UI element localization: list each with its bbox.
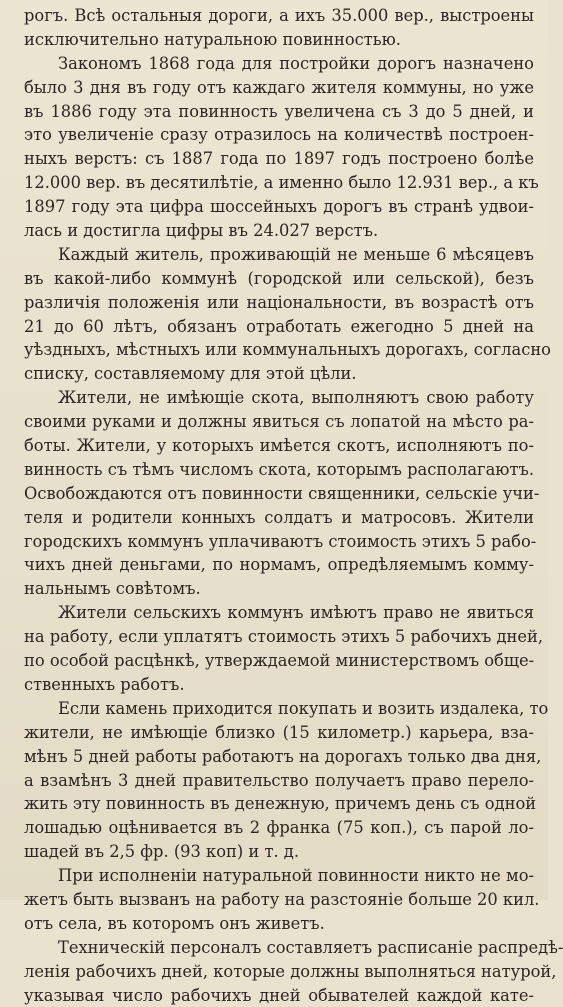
text-line: Техническій персоналъ составляетъ расписаніе распредѣ- (58, 937, 563, 957)
text-line: уѣздныхъ, мѣстныхъ или коммунальныхъ дорогахъ, согласно (24, 340, 551, 360)
text-line: 1897 году эта цифра шоссейныхъ дорогъ въ странѣ удвои- (24, 197, 534, 217)
paragraph (24, 243, 551, 386)
text-line: въ 1886 году эта повинность увеличена съ 3 до 5 дней, и (24, 101, 534, 121)
text-line: лошадью оцѣнивается въ 2 франка (75 коп.), съ парой ло- (24, 818, 534, 838)
text-line: Освобождаются отъ повинности священники, сельскіе учи- (24, 483, 540, 503)
text-line: мѣнъ 5 дней работы работаютъ на дорогахъ только два дня, (24, 746, 542, 766)
text-line: чихъ дней деньгами, по нормамъ, опредѣляемымъ комму- (24, 555, 534, 575)
text-line: лась и достигла цифры въ 24.027 верстъ. (24, 221, 379, 241)
text-line: нальнымъ совѣтомъ. (24, 579, 201, 599)
text-line: указывая число рабочихъ дней обывателей каждой кате- (24, 985, 534, 1005)
text-line: Жители сельскихъ коммунъ имѣютъ право не явиться (58, 603, 534, 623)
text-line: Жители, не имѣющіе скота, выполняютъ свою работу (58, 388, 534, 408)
text-line: Если камень приходится покупать и возить издалека, то (58, 698, 549, 718)
paragraph (24, 697, 549, 864)
text-line: жить эту повинность въ денежную, причемъ день съ одной (24, 794, 537, 814)
text-line: винность съ тѣмъ числомъ скота, которымъ располагаютъ. (24, 459, 534, 479)
text-line: ленія рабочихъ дней, которые должны выполняться натурой, (24, 961, 557, 981)
text-line: отъ села, въ которомъ онъ живетъ. (24, 913, 325, 933)
text-line: Каждый житель, проживающій не меньше 6 мѣсяцевъ (58, 244, 534, 264)
text-line: При исполненіи натуральной повинности никто не мо- (58, 866, 534, 886)
text-line: различія положенія или національности, въ возрастѣ отъ (24, 292, 534, 312)
text-line: жетъ быть вызванъ на работу на разстояніе больше 20 кил. (24, 889, 540, 909)
paragraph (24, 601, 544, 697)
paragraph (24, 864, 540, 936)
text-line: Закономъ 1868 года для постройки дорогъ назначено (58, 53, 534, 73)
paragraph (24, 4, 534, 52)
text-line: это увеличеніе сразу отразилось на количествѣ построен- (24, 125, 534, 145)
text-line: шадей въ 2,5 фр. (93 коп) и т. д. (24, 842, 300, 862)
text-line: городскихъ коммунъ уплачиваютъ стоимость этихъ 5 рабо- (24, 531, 537, 551)
text-line: боты. Жители, у которыхъ имѣется скотъ, исполняютъ по- (24, 436, 534, 456)
text-line: 21 до 60 лѣтъ, обязанъ отработать ежегодно 5 дней на (24, 316, 534, 336)
text-line: своими руками и должны явиться съ лопатой на мѣсто ра- (24, 412, 534, 432)
text-line: по особой расцѣнкѣ, утверждаемой министерствомъ обще- (24, 651, 535, 671)
text-line: было 3 дня въ году отъ каждаго жителя коммуны, но уже (24, 77, 534, 97)
text-line: 12.000 вер. въ десятилѣтіе, а именно было 12.931 вер., а къ (24, 173, 539, 193)
text-line: списку, составляемому для этой цѣли. (24, 364, 357, 384)
text-line: ныхъ верстъ: съ 1887 года по 1897 годъ построено болѣе (24, 149, 534, 169)
paragraph (24, 386, 540, 601)
text-line: жители, не имѣющіе близко (15 километр.) карьера, вза- (24, 722, 534, 742)
paragraph (24, 936, 563, 1007)
text-line: исключительно натуральною повинностью. (24, 29, 401, 49)
text-line: на работу, если уплатятъ стоимость этихъ 5 рабочихъ дней, (24, 627, 544, 647)
text-line: а взамѣнъ 3 дней правительство получаетъ право перело- (24, 770, 534, 790)
text-line: въ какой-либо коммунѣ (городской или сельской), безъ (24, 268, 534, 288)
text-line: рогъ. Всѣ остальныя дороги, а ихъ 35.000 вер., выстроены (24, 6, 534, 25)
text-line: теля и родители конныхъ солдатъ и матросовъ. Жители (24, 507, 534, 527)
text-line: ственныхъ работъ. (24, 674, 185, 694)
paragraph (24, 52, 539, 243)
